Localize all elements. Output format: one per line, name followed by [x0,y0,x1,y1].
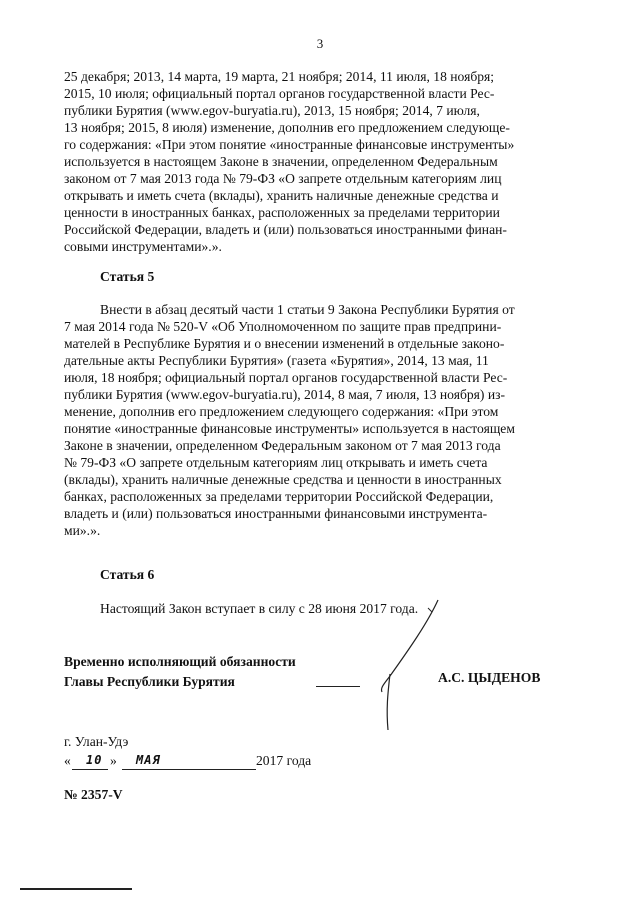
law-number: № 2357-V [64,787,123,802]
paragraph-article-5 [64,301,552,539]
text-line: понятие «иностранные финансовые инструменты» используется в настоящем [64,421,515,436]
text-line: 13 ноября; 2015, 8 июля) изменение, дополнив его предложением следующе- [64,120,510,135]
text-line: совыми инструментами».». [64,239,222,254]
handwritten-signature [370,596,450,732]
text-line: менение, дополнив его предложением следующего содержания: «При этом [64,404,499,419]
text-line: дательные акты Республики Бурятия» (газета «Бурятия», 2014, 13 мая, 11 [64,353,489,368]
text-line: го содержания: «При этом понятие «иностранные финансовые инструменты» [64,137,515,152]
signatory-title [64,652,296,692]
month-underline [122,769,256,770]
text-line: (вклады), хранить наличные денежные средства и ценности в иностранных [64,472,502,487]
article-5-heading: Статья 5 [100,269,155,284]
text-line: Законе в значении, определенном Федеральным законом от 7 мая 2013 года [64,438,501,453]
text-line: банках, расположенных за пределами территории Российской Федерации, [64,489,494,504]
city: г. Улан-Удэ [64,734,129,749]
date-year: 2017 года [256,753,312,768]
date-close-quote: » [110,753,117,768]
text-line: 7 мая 2014 года № 520-V «Об Уполномоченном по защите прав предприни- [64,319,502,334]
page-number: 3 [316,36,324,51]
text-line: 2015, 10 июля; официальный портал органов государственной власти Рес- [64,86,495,101]
text-line: ми».». [64,523,101,538]
text-line: Настоящий Закон вступает в силу с 28 июня 2017 года. [100,601,419,616]
text-line: № 79-ФЗ «О запрете отдельным категориям лиц открывать и иметь счета [64,455,488,470]
signatory-title-line: Временно исполняющий обязанности [64,654,296,669]
signatory-title-line: Главы Республики Бурятия [64,674,235,689]
text-line: публики Бурятия (www.egov-buryatia.ru), 2013, 15 ноября; 2014, 7 июля, [64,103,480,118]
text-line: законом от 7 мая 2013 года № 79-ФЗ «О запрете отдельным категориям лиц [64,171,502,186]
text-line: июля, 18 ноября; официальный портал органов государственной власти Рес- [64,370,508,385]
text-line: мателей в Республике Бурятия и о внесении изменений в отдельные законо- [64,336,505,351]
signatory-name: А.С. ЦЫДЕНОВ [438,670,541,685]
date-open-quote: « [64,753,71,768]
text-line: владеть и (или) пользоваться иностранными финансовыми инструмента- [64,506,488,521]
paragraph-article-6 [64,600,552,617]
day-underline [72,769,108,770]
text-line: публики Бурятия (www.egov-buryatia.ru), 2014, 8 мая, 7 июля, 13 ноября) из- [64,387,506,402]
text-line: ценности в иностранных банках, расположенных за пределами территории [64,205,500,220]
text-line: 25 декабря; 2013, 14 марта, 19 марта, 21 ноября; 2014, 11 июля, 18 ноября; [64,69,495,84]
paragraph-article-4-continuation [64,68,552,255]
text-line: открывать и иметь счета (вклады), хранить наличные денежные средства и [64,188,499,203]
article-6-heading: Статья 6 [100,567,155,582]
date-month: МАЯ [136,753,161,767]
text-line: Российской Федерации, владеть и (или) пользоваться иностранными финан- [64,222,507,237]
text-line: используется в настоящем Законе в значении, определенном Федеральным [64,154,498,169]
bottom-rule [20,888,132,890]
text-line: Внести в абзац десятый части 1 статьи 9 Закона Республики Бурятия от [100,302,515,317]
signing-date [64,753,364,773]
signature-line [316,686,360,687]
date-day: 10 [86,753,103,767]
